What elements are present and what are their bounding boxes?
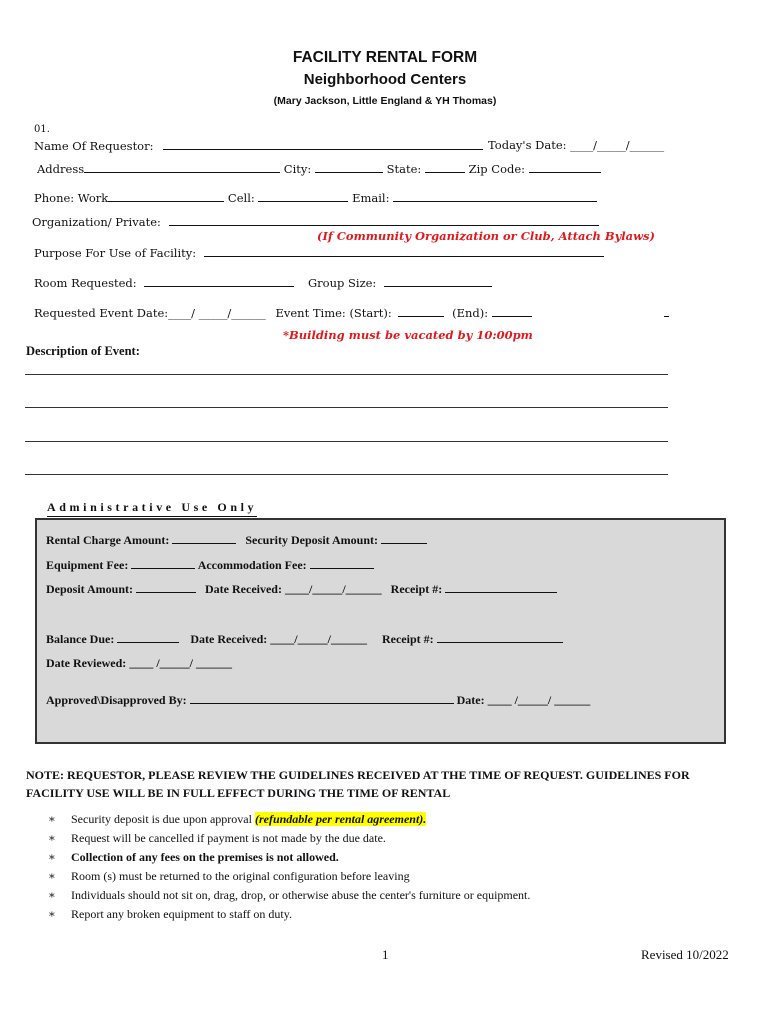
date-reviewed-line[interactable]: ____ /_____/ ______ [129, 656, 232, 670]
group-size-line[interactable] [384, 275, 492, 287]
event-date-line[interactable]: ____/ _____/______ [168, 306, 266, 320]
zip-line[interactable] [529, 161, 601, 173]
phone-line[interactable] [108, 190, 224, 202]
bullet-icon: * [49, 871, 55, 885]
date-label: Today's Date: [488, 138, 567, 152]
approval-date-label: Date: [456, 693, 485, 707]
deposit-amount-label: Deposit Amount: [46, 582, 134, 596]
event-time-label: Event Time: (Start): [275, 306, 392, 320]
zip-label: Zip Code: [468, 162, 526, 176]
purpose-line[interactable] [204, 245, 604, 257]
phone-row[interactable] [34, 190, 597, 205]
email-line[interactable] [393, 190, 597, 202]
approved-by-line[interactable] [190, 692, 454, 704]
accommodation-fee-line[interactable] [310, 557, 374, 569]
fees-row[interactable] [46, 557, 374, 573]
guideline-1-text: Security deposit is due upon approval [71, 812, 252, 826]
org-label: Organization/ Private: [32, 215, 161, 229]
bullet-icon: * [49, 852, 55, 866]
guideline-2: Request will be cancelled if payment is not made by the due date. [71, 831, 386, 845]
form-title: FACILITY RENTAL FORM [292, 49, 478, 66]
end-time-line[interactable] [492, 305, 532, 317]
guidelines-note-line-2: FACILITY USE WILL BE IN FULL EFFECT DURING THE TIME OF RENTAL [26, 786, 451, 800]
bullet-icon: * [49, 909, 55, 923]
description-line-3[interactable] [25, 441, 668, 442]
city-line[interactable] [315, 161, 383, 173]
revised-date: Revised 10/2022 [641, 947, 729, 962]
stray-mark [664, 316, 669, 317]
page-number: 1 [382, 947, 389, 962]
cell-line[interactable] [258, 190, 348, 202]
org-line[interactable] [169, 214, 599, 226]
guideline-1 [71, 812, 426, 827]
email-label: Email: [352, 191, 390, 205]
purpose-label: Purpose For Use of Facility: [34, 246, 197, 260]
address-line[interactable] [84, 161, 280, 173]
name-label: Name Of Requestor: [34, 139, 154, 153]
rental-charge-line[interactable] [172, 532, 236, 544]
start-time-line[interactable] [398, 305, 444, 317]
receipt-label: Receipt #: [390, 582, 443, 596]
approval-date-line[interactable]: ____ /_____/ ______ [487, 693, 591, 707]
receipt-2-line[interactable] [437, 631, 563, 643]
form-code: 01. [34, 124, 50, 135]
state-line[interactable] [425, 161, 465, 173]
room-label: Room Requested: [34, 276, 137, 290]
rental-charge-label: Rental Charge Amount: [46, 533, 170, 547]
bullet-icon: * [49, 833, 55, 847]
group-size-label: Group Size: [307, 276, 377, 290]
center-locations: (Mary Jackson, Little England & YH Thomas) [273, 95, 497, 107]
deposit-row[interactable] [46, 581, 557, 597]
city-label: City: [283, 162, 312, 176]
form-subtitle: Neighborhood Centers [303, 71, 467, 88]
description-line-2[interactable] [25, 407, 668, 408]
guidelines-note-line-1: NOTE: REQUESTOR, PLEASE REVIEW THE GUIDELINES RECEIVED AT THE TIME OF REQUEST. GUIDELINES FOR [26, 768, 690, 782]
guideline-3: Collection of any fees on the premises is not allowed. [71, 850, 339, 864]
admin-section-title: Administrative Use Only [47, 500, 257, 517]
approval-row[interactable] [46, 692, 590, 708]
todays-date-field[interactable] [488, 138, 664, 152]
refundable-highlight: (refundable per rental agreement). [254, 812, 427, 826]
room-row[interactable] [34, 275, 492, 290]
phone-label: Phone: Work [34, 191, 109, 205]
equipment-fee-line[interactable] [131, 557, 195, 569]
vacate-note: *Building must be vacated by 10:00pm [283, 328, 533, 342]
accommodation-fee-label: Accommodation Fee: [197, 558, 307, 572]
guideline-5: Individuals should not sit on, drag, drop, or otherwise abuse the center's furniture or equipment. [71, 888, 531, 902]
date-reviewed-label: Date Reviewed: [46, 656, 127, 670]
approved-by-label: Approved\Disapproved By: [46, 693, 187, 707]
receipt-2-label: Receipt #: [381, 632, 434, 646]
date-received-line[interactable]: ____/_____/______ [284, 582, 382, 596]
equipment-fee-label: Equipment Fee: [46, 558, 129, 572]
description-line-1[interactable] [25, 374, 668, 375]
address-label: Address [37, 162, 85, 176]
receipt-line[interactable] [445, 581, 557, 593]
event-date-label: Requested Event Date: [34, 306, 169, 320]
balance-due-line[interactable] [117, 631, 179, 643]
state-label: State: [386, 162, 422, 176]
date-received-label: Date Received: [205, 582, 282, 596]
purpose-row[interactable] [34, 245, 604, 260]
organization-row[interactable] [32, 214, 599, 229]
room-line[interactable] [144, 275, 294, 287]
guideline-6: Report any broken equipment to staff on duty. [71, 907, 292, 921]
security-deposit-label: Security Deposit Amount: [245, 533, 378, 547]
cell-label: Cell: [227, 191, 255, 205]
bylaws-note: (If Community Organization or Club, Attach Bylaws) [317, 229, 655, 243]
bullet-icon: * [49, 814, 55, 828]
address-row[interactable] [37, 161, 601, 176]
date-line[interactable]: ____/_____/______ [570, 138, 665, 152]
balance-due-label: Balance Due: [46, 632, 115, 646]
date-reviewed-row[interactable] [46, 656, 232, 671]
bullet-icon: * [49, 890, 55, 904]
date-received-2-line[interactable]: ____/_____/______ [270, 632, 367, 646]
guideline-4: Room (s) must be returned to the original configuration before leaving [71, 869, 410, 883]
name-line[interactable] [163, 138, 483, 150]
end-time-label: (End): [452, 306, 489, 320]
description-label: Description of Event: [26, 344, 140, 358]
event-row[interactable] [34, 305, 532, 320]
date-received-2-label: Date Received: [190, 632, 268, 646]
description-line-4[interactable] [25, 474, 668, 475]
security-deposit-line[interactable] [381, 532, 427, 544]
name-of-requestor-field[interactable] [34, 138, 483, 153]
deposit-amount-line[interactable] [136, 581, 196, 593]
balance-row[interactable] [46, 631, 563, 647]
rental-charge-row[interactable] [46, 532, 427, 548]
